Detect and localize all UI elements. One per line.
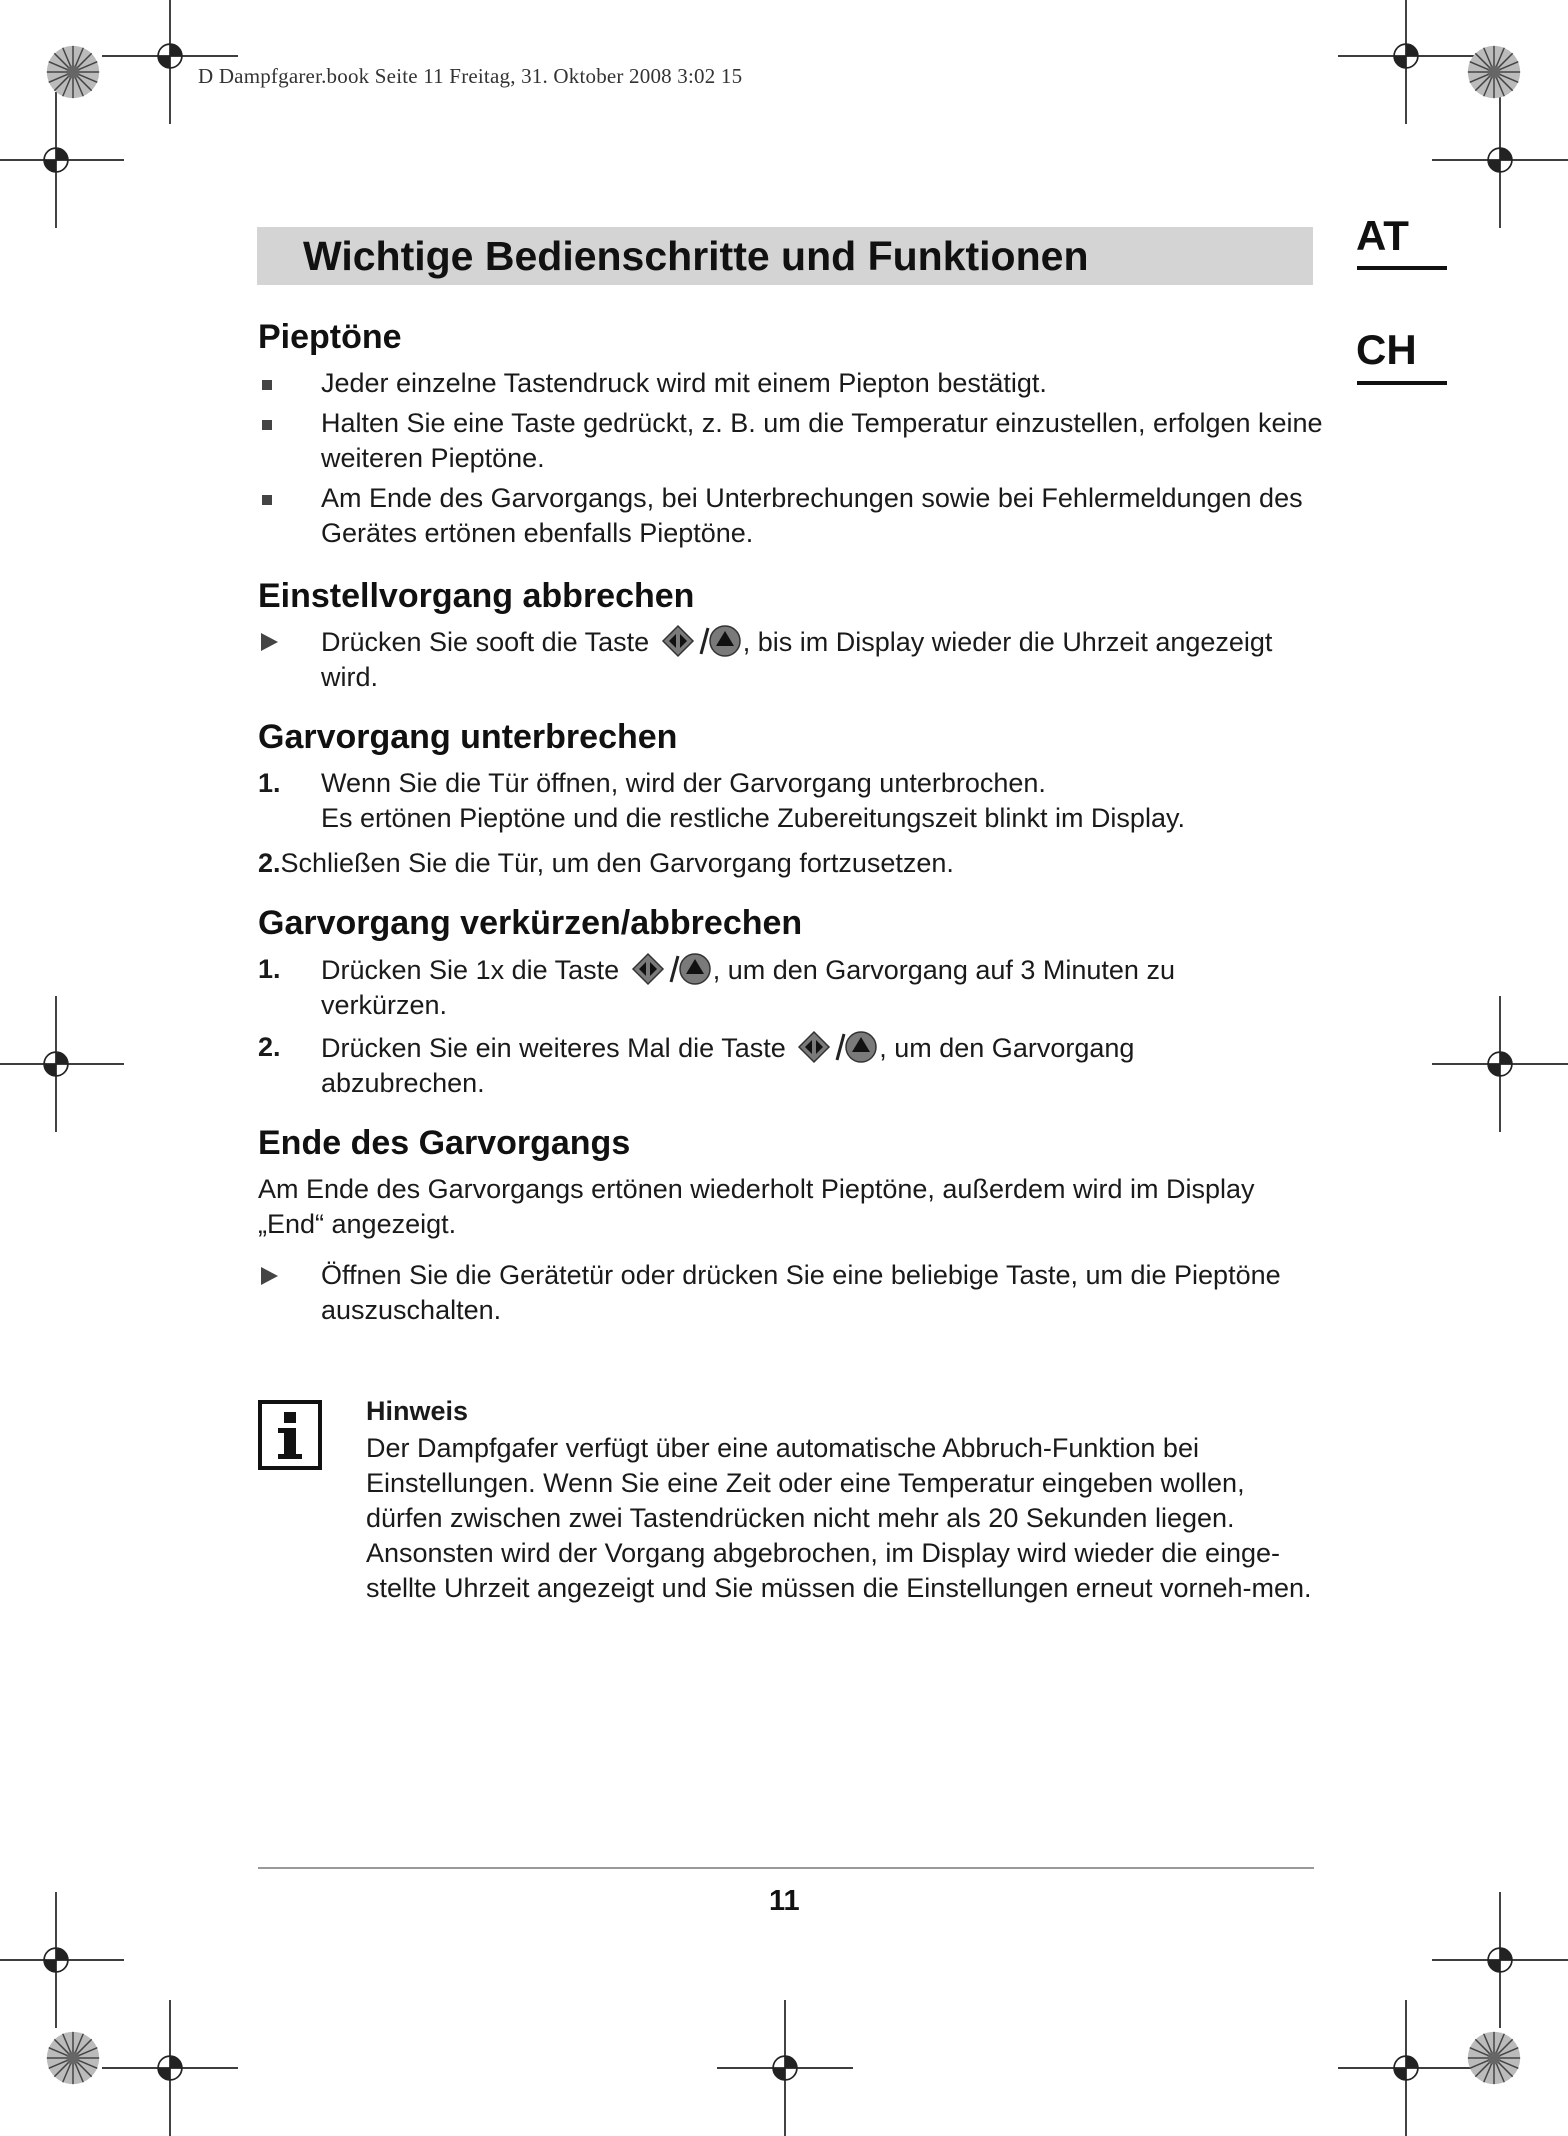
bullet-text: Jeder einzelne Tastendruck wird mit einem Piepton bestätigt. (321, 368, 1047, 398)
registration-rosette (45, 44, 101, 100)
instruction-text (321, 624, 1331, 695)
registration-rosette (45, 2030, 101, 2086)
section-heading-unterbrechen: Garvorgang unterbrechen (258, 718, 678, 756)
section-heading-verkuerzen: Garvorgang verkürzen/abbrechen (258, 904, 803, 942)
instruction-text-after: , bis im Display wieder die Uhrzeit angezeigt wird. (321, 627, 1273, 692)
bullet-text: Halten Sie eine Taste gedrückt, z. B. um die Temperatur einzustellen, erfolgen keine weiteren Pieptöne. (321, 408, 1323, 473)
section-heading-ende: Ende des Garvorgangs (258, 1124, 631, 1162)
triangle-arrow-icon (261, 633, 278, 651)
info-icon (258, 1400, 322, 1470)
instruction-text-before: Drücken Sie sooft die Taste (321, 627, 650, 657)
registration-rosette (1466, 2030, 1522, 2086)
start-stop-key-icon (797, 1030, 879, 1064)
crop-mark-crosshair (1432, 92, 1568, 228)
title-bar (257, 227, 1313, 285)
step-text: Schließen Sie die Tür, um den Garvorgang fortzusetzen. (280, 848, 954, 878)
step-text (321, 766, 1331, 836)
step-text-line: Es ertönen Pieptöne und die restliche Zubereitungszeit blinkt im Display. (321, 803, 1185, 833)
step-text-line: Wenn Sie die Tür öffnen, wird der Garvorgang unterbrochen. (321, 768, 1046, 798)
square-bullet-icon (262, 495, 272, 505)
step-text-before: Drücken Sie ein weiteres Mal die Taste (321, 1033, 786, 1063)
step-number: 2. (258, 1032, 281, 1062)
section-heading-einstellvorgang: Einstellvorgang abbrechen (258, 577, 695, 615)
square-bullet-icon (262, 420, 272, 430)
instruction-text: Öffnen Sie die Gerätetür oder drücken Sie eine beliebige Taste, um die Pieptöne auszuschalten. (321, 1260, 1281, 1325)
language-rule (1357, 266, 1447, 270)
crop-mark-crosshair (717, 2000, 853, 2136)
note-title: Hinweis (366, 1396, 469, 1426)
crop-mark-crosshair (1432, 996, 1568, 1132)
section-intro: Am Ende des Garvorgangs ertönen wiederholt Pieptöne, außerdem wird im Display „End“ angezeigt. (258, 1174, 1255, 1239)
crop-mark-crosshair (0, 92, 124, 228)
note-text: Der Dampfgafer verfügt über eine automatische Abbruch-Funktion bei Einstellungen. Wenn Sie eine Zeit oder eine Temperatur eingeben wollen, dürfen zwischen zwei Tastendrücken nicht mehr als 20 Sekunden liegen. Ansonsten wird der Vorgang abgebrochen, im Display wird wieder die einge-stellte Uhrzeit angezeigt und Sie müssen die Einstellungen erneut vorneh-men. (366, 1433, 1312, 1603)
triangle-arrow-icon (261, 1267, 278, 1285)
language-label-at: AT (1356, 212, 1409, 259)
section-heading-pieptoene: Pieptöne (258, 318, 402, 356)
crop-mark-crosshair (102, 2000, 238, 2136)
start-stop-key-icon (631, 952, 713, 986)
footer-rule (258, 1867, 1314, 1869)
print-header: D Dampfgarer.book Seite 11 Freitag, 31. Oktober 2008 3:02 15 (198, 64, 743, 88)
page-title: Wichtige Bedienschritte und Funktionen (303, 233, 1089, 279)
language-label-ch: CH (1356, 326, 1417, 373)
page-number: 11 (769, 1885, 800, 1917)
start-stop-key-icon (661, 624, 743, 658)
step-number: 1. (258, 954, 281, 984)
step-text-after: , um den Garvorgang auf 3 Minuten zu verkürzen. (321, 955, 1175, 1020)
language-rule (1357, 381, 1447, 385)
registration-rosette (1466, 44, 1522, 100)
step-number: 2. (258, 848, 281, 878)
crop-mark-crosshair (1338, 2000, 1474, 2136)
step-text (321, 1030, 1221, 1101)
bullet-text: Am Ende des Garvorgangs, bei Unterbrechungen sowie bei Fehlermeldungen des Gerätes ertönen ebenfalls Pieptöne. (321, 483, 1303, 548)
step-text (321, 952, 1241, 1023)
square-bullet-icon (262, 380, 272, 390)
step-text-after: , um den Garvorgang abzubrechen. (321, 1033, 1135, 1098)
step-number: 1. (258, 768, 281, 798)
step-text-before: Drücken Sie 1x die Taste (321, 955, 620, 985)
crop-mark-crosshair (0, 996, 124, 1132)
